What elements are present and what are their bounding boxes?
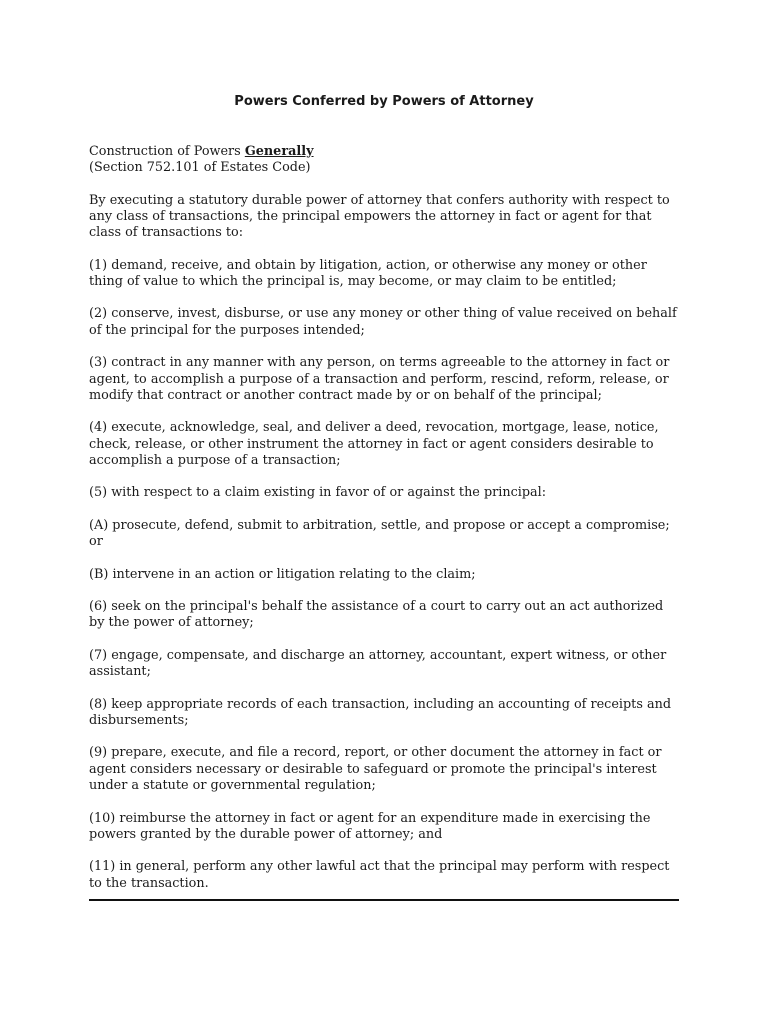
section-heading-prefix: Construction of Powers [89,144,245,159]
clause-10: (10) reimburse the attorney in fact or agent for an expenditure made in exercising the powers granted by the durable power of attorney; and [89,810,651,842]
clause-4: (4) execute, acknowledge, seal, and deliver a deed, revocation, mortgage, lease, notice, check, release, or other instrument the attorney in fact or agent considers desirable to accomplish a purpose of a transaction; [89,420,659,468]
clause-8: (8) keep appropriate records of each transaction, including an accounting of receipts and disbursements; [89,696,672,728]
section-heading-line [89,144,681,160]
clause-5-b: (B) intervene in an action or litigation relating to the claim; [89,566,476,582]
clause-11: (11) in general, perform any other lawful act that the principal may perform with respect to the transaction. [89,859,670,891]
intro-paragraph: By executing a statutory durable power of attorney that confers authority with respect to any class of transactions, the principal empowers the attorney in fact or agent for that class of transactions to: [89,192,670,241]
section-citation: (Section 752.101 of Estates Code) [89,160,311,176]
clause-5: (5) with respect to a claim existing in favor of or against the principal: [89,485,547,501]
clause-6: (6) seek on the principal's behalf the assistance of a court to carry out an act authorized by the power of attorney; [89,599,664,631]
document-body [89,144,681,908]
clause-1: (1) demand, receive, and obtain by litigation, action, or otherwise any money or other thing of value to which the principal is, may become, or may claim to be entitled; [89,257,647,289]
section-heading-emphasis: Generally [244,144,314,159]
section-heading [89,144,681,177]
clause-5-a: (A) prosecute, defend, submit to arbitration, settle, and propose or accept a compromise; or [89,517,670,550]
page-title: Powers Conferred by Powers of Attorney [234,94,534,109]
clause-3: (3) contract in any manner with any person, on terms agreeable to the attorney in fact or agent, to accomplish a purpose of a transaction and perform, rescind, reform, release, or modify that contract or another contract made by or on behalf of the principal; [89,355,670,403]
horizontal-rule [89,899,679,901]
clause-9: (9) prepare, execute, and file a record, report, or other document the attorney in fact or agent considers necessary or desirable to safeguard or promote the principal's interest under a statute or governmental regulation; [89,745,662,794]
clause-2: (2) conserve, invest, disburse, or use any money or other thing of value received on behalf of the principal for the purposes intended; [89,306,677,338]
clause-7: (7) engage, compensate, and discharge an attorney, accountant, expert witness, or other assistant; [89,647,667,680]
